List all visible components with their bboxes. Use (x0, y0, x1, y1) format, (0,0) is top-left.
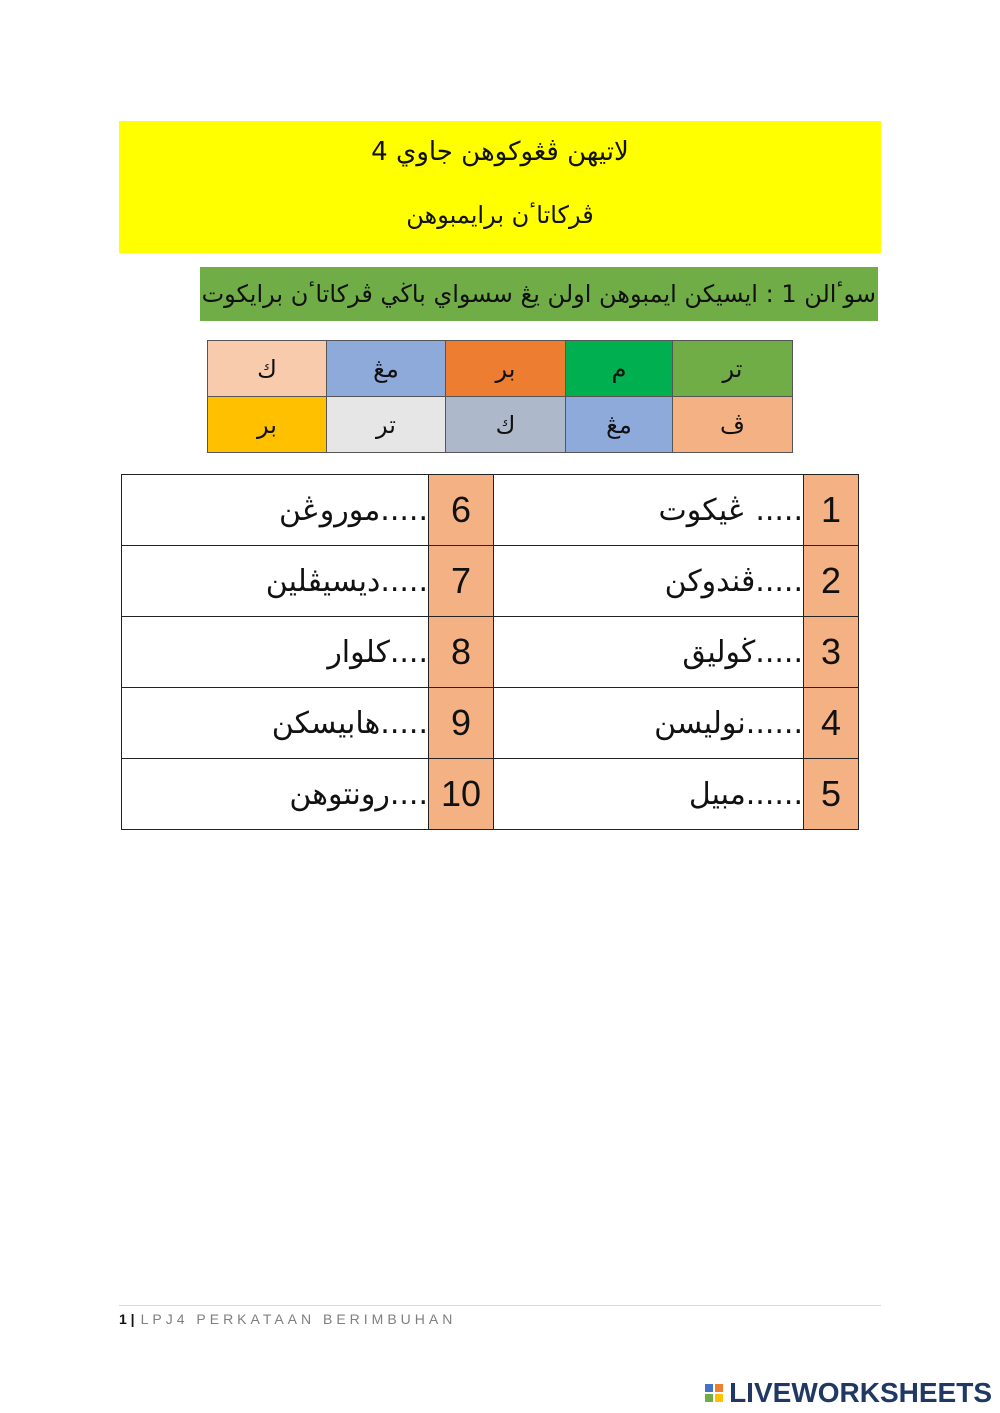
page-footer (119, 1311, 456, 1327)
worksheet-subtitle: ڤركاتاٴن برايمبوهن (406, 201, 594, 229)
word-blank-input[interactable]: ......مبيل (494, 759, 804, 830)
brand-icon (705, 1384, 723, 1402)
footer-text: LPJ4 PERKATAAN BERIMBUHAN (140, 1311, 457, 1327)
choice-cell: ڤ (673, 397, 793, 453)
table-row (122, 617, 859, 688)
item-number: 2 (804, 546, 859, 617)
table-row (122, 688, 859, 759)
word-blank-input[interactable]: .....هابيسكن (122, 688, 429, 759)
word-blank-input[interactable]: .....ڤندوكن (494, 546, 804, 617)
title-box (119, 121, 881, 253)
word-blank-input[interactable]: ....كلوار (122, 617, 429, 688)
choice-cell: م (566, 341, 673, 397)
brand-name: LIVEWORKSHEETS (729, 1377, 992, 1408)
choice-cell: ك (208, 341, 327, 397)
item-number: 8 (429, 617, 494, 688)
item-number: 5 (804, 759, 859, 830)
item-number: 4 (804, 688, 859, 759)
item-number: 9 (429, 688, 494, 759)
question-text: سوٴالن 1 : ايسيكن ايمبوهن اولن يڠ سسواي باڬي ڤركاتاٴن برايكوت (201, 280, 876, 308)
choices-row (208, 397, 793, 453)
item-number: 1 (804, 475, 859, 546)
choice-cell: مڠ (566, 397, 673, 453)
table-row (122, 475, 859, 546)
item-number: 6 (429, 475, 494, 546)
question-instruction (200, 267, 878, 321)
choice-cell: ك (446, 397, 566, 453)
choice-cell: تر (673, 341, 793, 397)
item-number: 10 (429, 759, 494, 830)
page-number: 1 | (119, 1311, 135, 1327)
affix-choices-table (207, 340, 793, 453)
word-blank-input[interactable]: .....موروڠن (122, 475, 429, 546)
table-row (122, 546, 859, 617)
worksheet-title: لاتيهن ڤڠوكوهن جاوي 4 (371, 137, 629, 167)
item-number: 7 (429, 546, 494, 617)
word-blank-input[interactable]: .....ديسيڤلين (122, 546, 429, 617)
word-blank-input[interactable]: ......نوليسن (494, 688, 804, 759)
choice-cell: بر (208, 397, 327, 453)
word-blank-input[interactable]: .....ڬوليق (494, 617, 804, 688)
word-blank-input[interactable]: ....رونتوهن (122, 759, 429, 830)
choice-cell: بر (446, 341, 566, 397)
table-row (122, 759, 859, 830)
choice-cell: مڠ (327, 341, 446, 397)
liveworksheets-logo[interactable] (705, 1377, 992, 1409)
exercise-table (121, 474, 859, 830)
item-number: 3 (804, 617, 859, 688)
choice-cell: تر (327, 397, 446, 453)
word-blank-input[interactable]: ..... ڠيكوت (494, 475, 804, 546)
footer-divider (119, 1305, 881, 1306)
choices-row (208, 341, 793, 397)
